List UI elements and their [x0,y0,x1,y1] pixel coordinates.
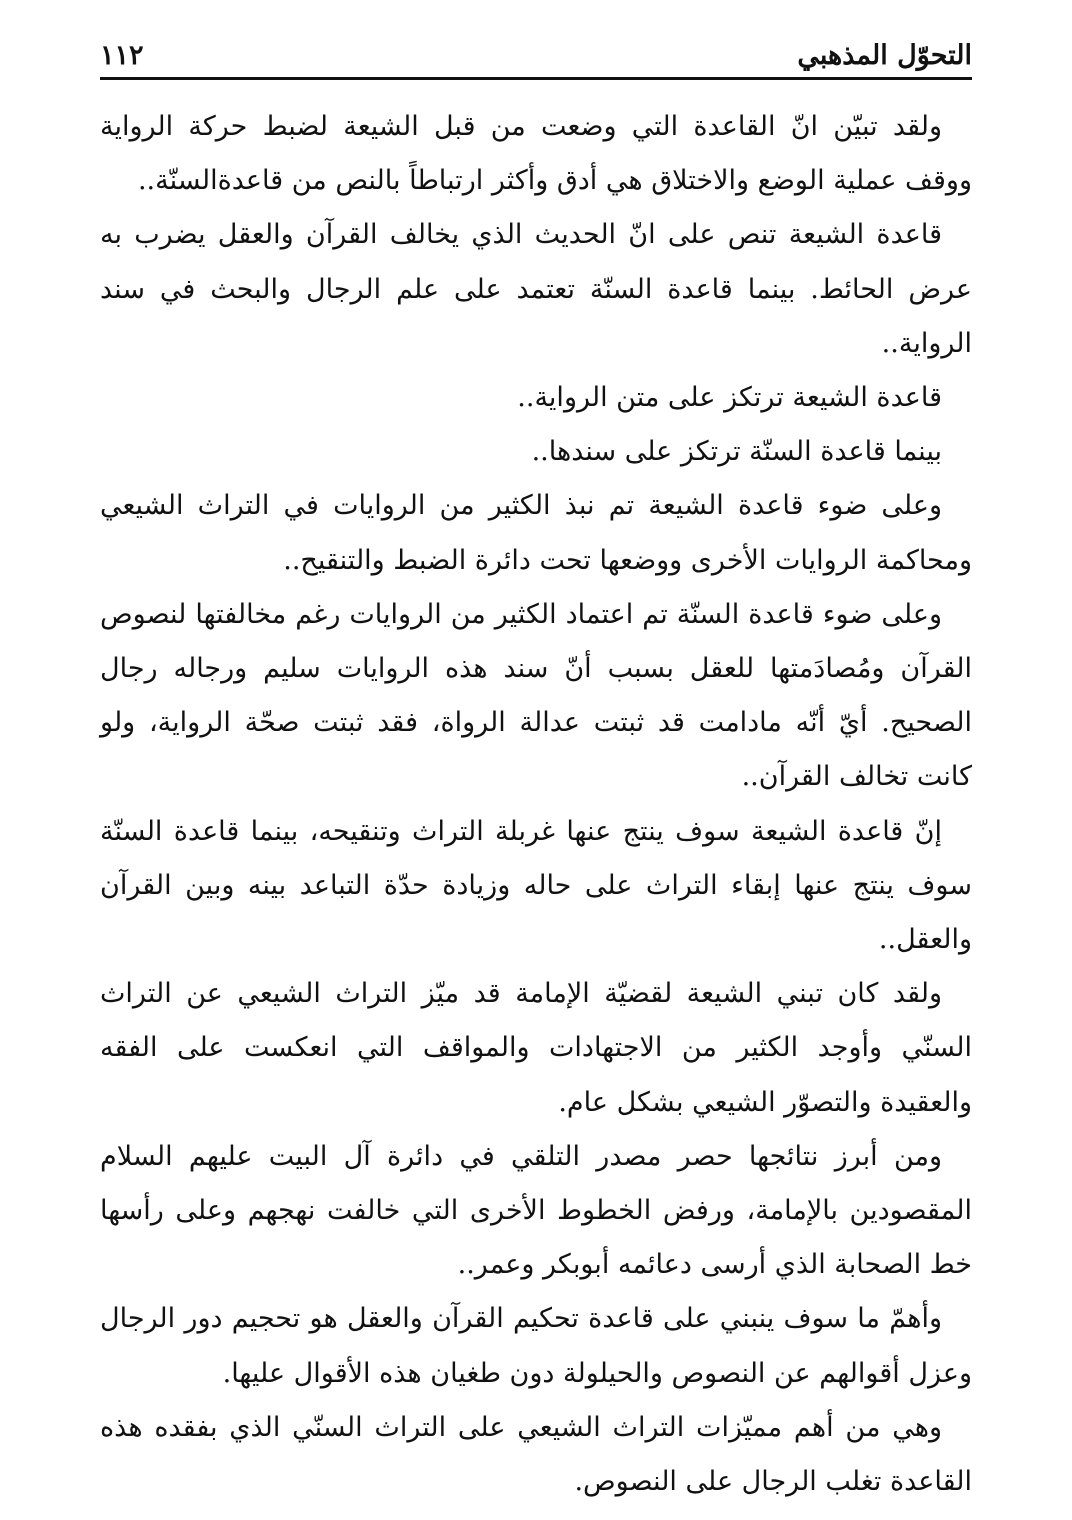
paragraph: وهي من أهم مميّزات التراث الشيعي على التراث السنّي الذي بفقده هذه القاعدة تغلب الرجال على النصوص. [100,1411,972,1498]
paragraph: وأهمّ ما سوف ينبني على قاعدة تحكيم القرآن والعقل هو تحجيم دور الرجال وعزل أقوالهم عن النصوص والحيلولة دون طغيان هذه الأقوال عليها. [100,1303,972,1389]
paragraph: ولقد كان تبني الشيعة لقضيّة الإمامة قد ميّز التراث الشيعي عن التراث السنّي وأوجد الكثير من الاجتهادات والمواقف التي انعكست على الفقه والعقيدة والتصوّر الشيعي بشكل عام. [100,978,972,1118]
paragraph: بينما قاعدة السنّة ترتكز على سندها.. [531,436,942,468]
running-title: التحوّل المذهبي [797,40,972,71]
paragraph: ومن أبرز نتائجها حصر مصدر التلقي في دائرة آل البيت عليهم السلام المقصودين بالإمامة، ورفض الخطوط الأخرى التي خالفت نهجهم وعلى رأسها خط الصحابة الذي أرسى دعائمه أبوبكر وعمر.. [100,1140,972,1281]
paragraph: وعلى ضوء قاعدة الشيعة تم نبذ الكثير من الروايات في التراث الشيعي ومحاكمة الروايات الأخرى ووضعها تحت دائرة الضبط والتنقيح.. [100,490,972,576]
header-divider [100,77,972,80]
paragraph: قاعدة الشيعة تنص على انّ الحديث الذي يخالف القرآن والعقل يضرب به عرض الحائط. بينما قاعدة السنّة تعتمد على علم الرجال والبحث في سند الرواية.. [100,219,972,359]
running-header [100,34,972,76]
paragraph: قاعدة الشيعة ترتكز على متن الرواية.. [517,382,942,414]
page-number: ١١٢ [100,40,144,71]
paragraph: إنّ قاعدة الشيعة سوف ينتج عنها غربلة التراث وتنقيحه، بينما قاعدة السنّة سوف ينتج عنها إبقاء التراث على حاله وزيادة حدّة التباعد بينه وبين القرآن والعقل.. [100,815,972,956]
paragraph: ولقد تبيّن انّ القاعدة التي وضعت من قبل الشيعة لضبط حركة الرواية ووقف عملية الوضع والاختلاق هي أدق وأكثر ارتباطاً بالنص من قاعدةالسنّة.. [100,111,972,197]
paragraph: وعلى ضوء قاعدة السنّة تم اعتماد الكثير من الروايات رغم مخالفتها لنصوص القرآن ومُصادَمتها للعقل بسبب أنّ سند هذه الروايات سليم ورجاله رجال الصحيح. أيّ أنّه مادامت قد ثبتت عدالة الرواة، فقد ثبتت صحّة الرواية، ولو كانت تخالف القرآن.. [100,598,972,793]
body-text [100,100,972,1509]
